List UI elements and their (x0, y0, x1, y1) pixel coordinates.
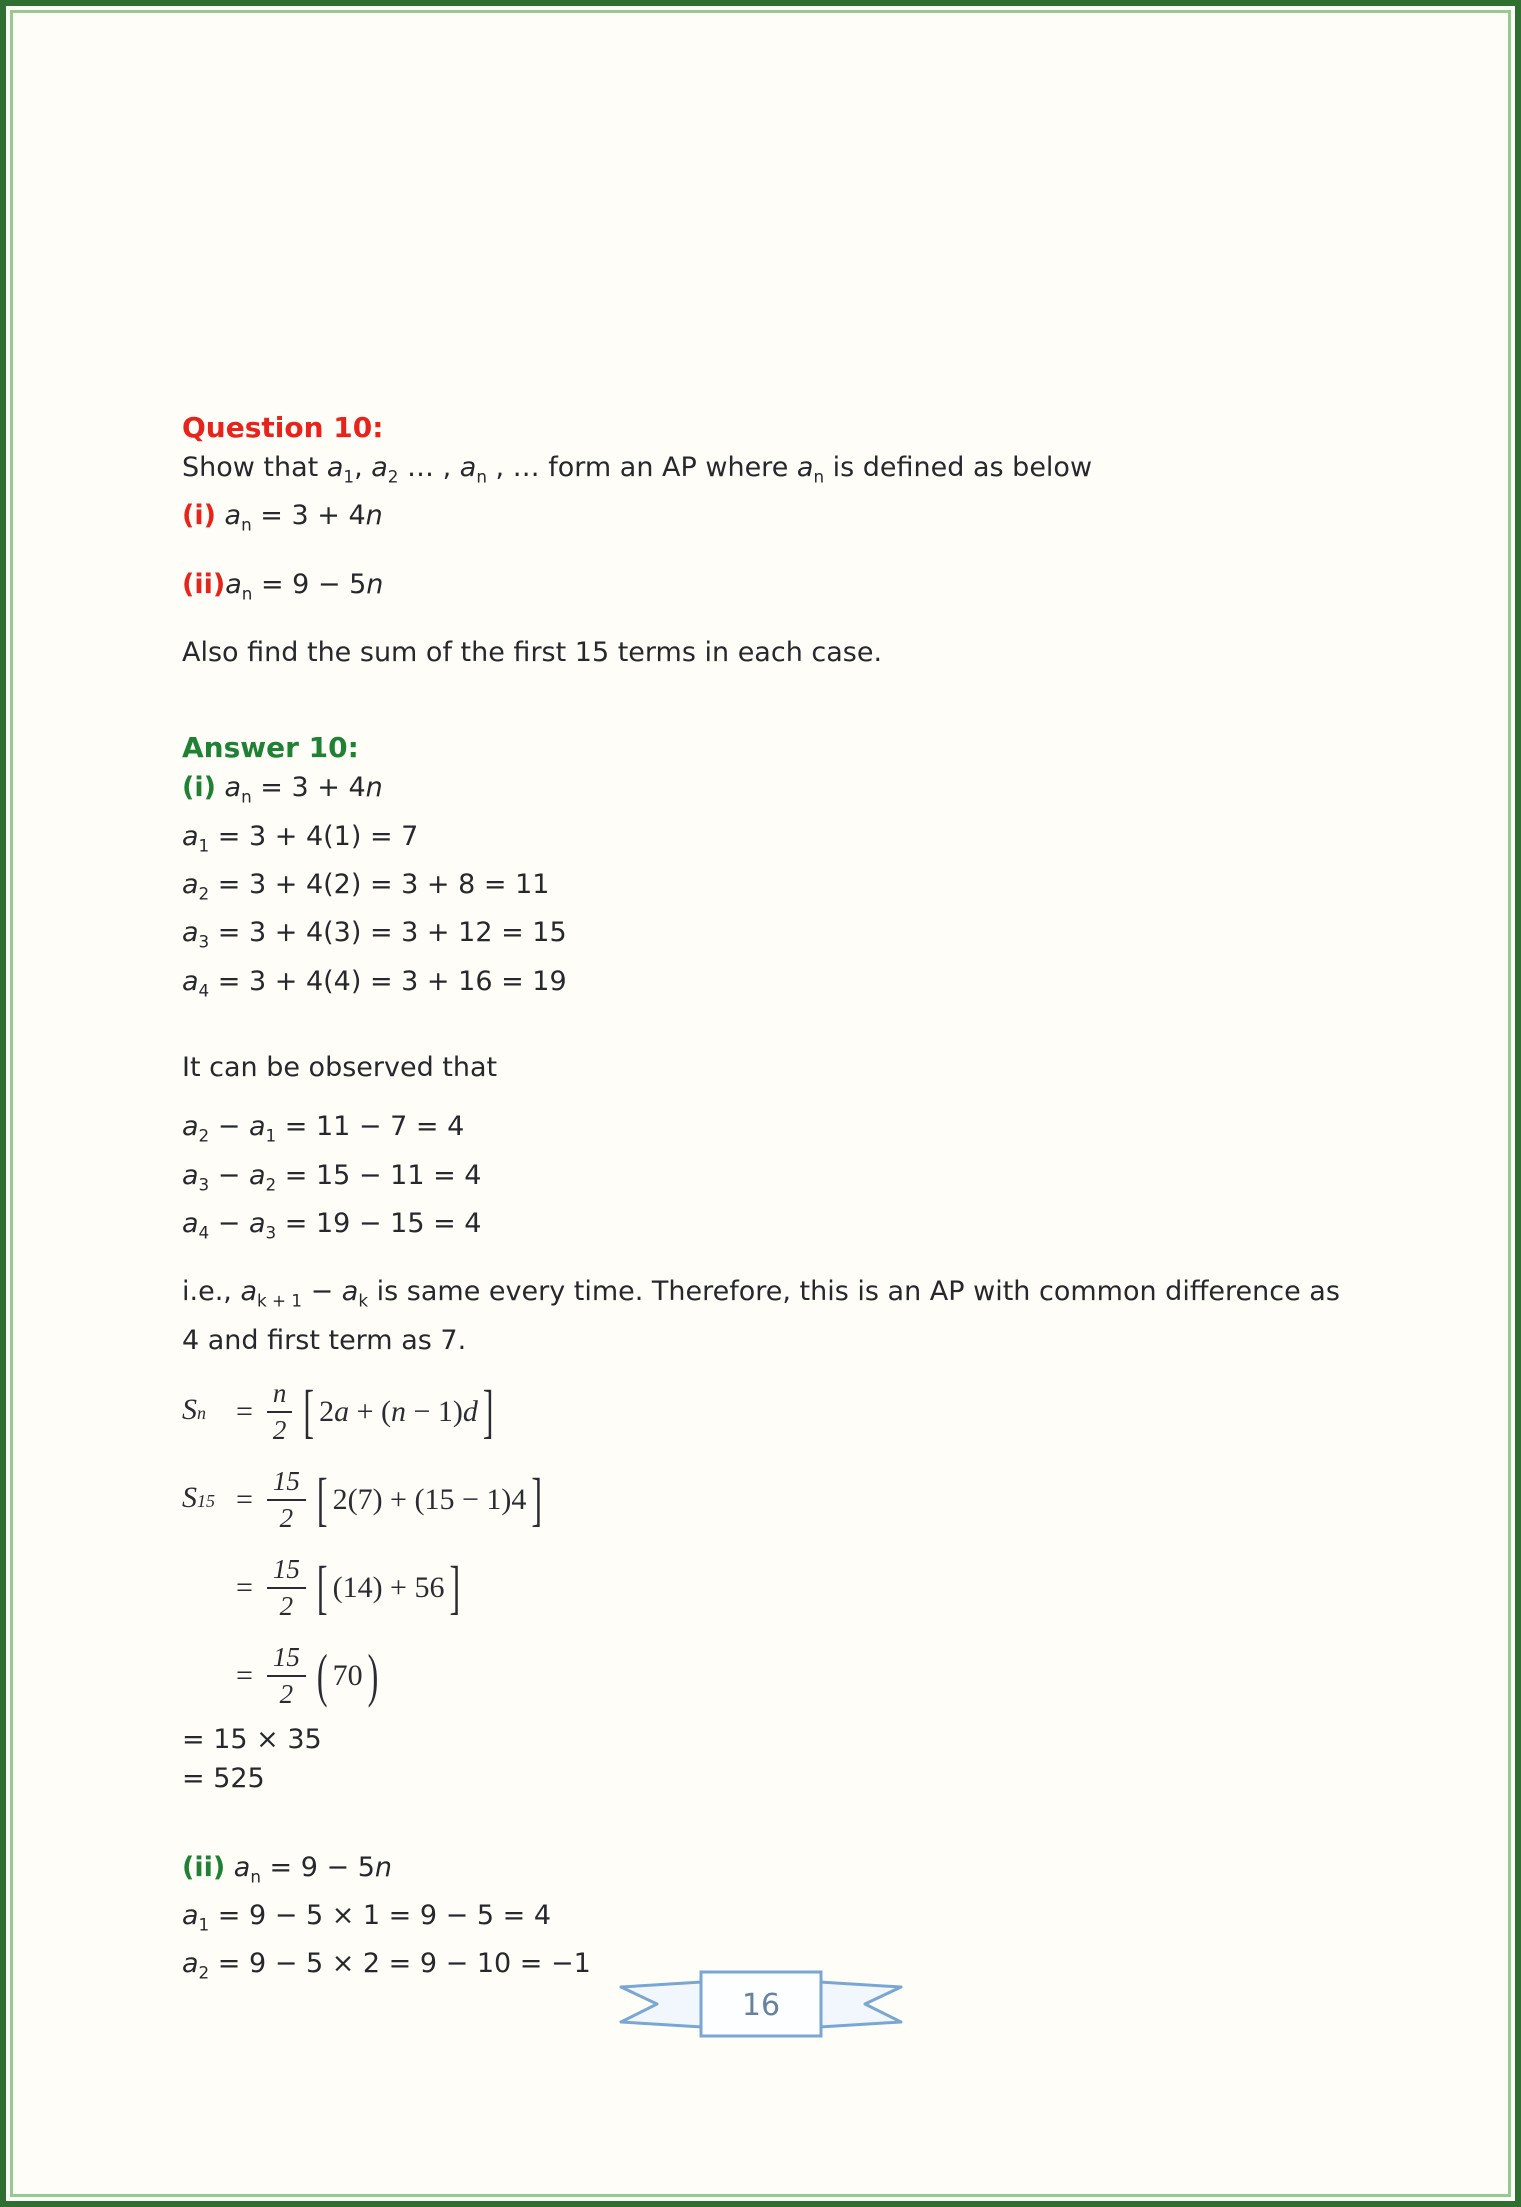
fraction (267, 1466, 306, 1532)
formula-body: (14) + 56 (332, 1571, 445, 1605)
term-line: $a_1 = 9 - 5 \times 1 = 9 - 5 = 4$ (182, 1900, 552, 1935)
sum-formula-step-3 (182, 1544, 1362, 1632)
denominator: 2 (272, 1414, 287, 1445)
denominator: 2 (279, 1590, 294, 1621)
open-bracket: ( (316, 1641, 328, 1709)
denominator: 2 (279, 1678, 294, 1709)
close-bracket: ] (531, 1465, 543, 1533)
formula-body: 70 (332, 1659, 363, 1693)
equals-sign: = (236, 1659, 253, 1693)
formula-lhs: S n (182, 1393, 206, 1427)
answer-part-ii-def-body: $a_n = 9 - 5n$ (233, 1851, 393, 1887)
question-item-ii-body: $a_n = 9 - 5n$ (225, 568, 384, 604)
numerator: 15 (267, 1554, 306, 1588)
term-line: $a_2 = 3 + 4(2) = 3 + 8 = 11$ (182, 868, 550, 904)
term-line: $a_1 = 3 + 4(1) = 7$ (182, 820, 419, 855)
sum-formula-step-4 (182, 1632, 1362, 1720)
question-heading: Question 10: (182, 411, 384, 444)
fraction (267, 1642, 306, 1708)
ribbon-graphic (611, 1961, 911, 2047)
equals-sign: = (236, 1571, 253, 1605)
observation-intro: It can be observed that (182, 1052, 498, 1084)
numerator: 15 (267, 1642, 306, 1676)
result-line: = 15 × 35 (182, 1723, 322, 1755)
difference-line: $a_4 - a_3 = 19 - 15 = 4$ (182, 1207, 482, 1243)
formula-lhs: S 15 (182, 1481, 215, 1515)
answer-part-ii-label: (ii) (182, 1851, 226, 1883)
page-number-ribbon (611, 1961, 911, 2051)
term-line: $a_2 = 9 - 5 \times 2 = 9 - 10 = -1$ (182, 1948, 591, 1983)
question-item-i-label: (i) (182, 500, 216, 532)
answer-heading: Answer 10: (182, 731, 359, 765)
result-line: = 525 (182, 1762, 265, 1794)
answer-part-i-def (182, 768, 1362, 816)
question-item-ii (182, 565, 1362, 613)
close-bracket: ] (482, 1377, 494, 1445)
sum-formula-step-2 (182, 1456, 1362, 1544)
sum-formula-step-1 (182, 1368, 1362, 1456)
term-line: $a_3 = 3 + 4(3) = 3 + 12 = 15$ (182, 917, 567, 952)
open-bracket: [ (316, 1465, 328, 1533)
question-outro: Also find the sum of the first 15 terms in each case. (182, 637, 883, 669)
open-bracket: [ (303, 1377, 315, 1445)
formula-body: 2(7) + (15 − 1)4 (332, 1483, 527, 1517)
difference-line: $a_2 - a_1 = 11 - 7 = 4$ (182, 1111, 465, 1146)
page-number: 16 (741, 1988, 780, 2023)
conclusion: i.e., $a_{k + 1} - a_k$ is same every time. Therefore, this is an AP with common difference as 4 and first term as 7. (182, 1276, 1340, 1356)
answer-part-i-def-body: $a_n = 3 + 4n$ (224, 772, 383, 807)
denominator: 2 (279, 1502, 294, 1533)
open-bracket: [ (316, 1553, 328, 1621)
formula-body: 2a + (n − 1)d (319, 1395, 478, 1429)
fraction (267, 1554, 306, 1620)
fraction (267, 1378, 293, 1444)
answer-part-ii-def (182, 1848, 1362, 1896)
close-bracket: ) (367, 1641, 379, 1709)
question-item-i (182, 496, 1362, 544)
answer-part-i-label: (i) (182, 772, 216, 804)
question-intro: Show that $a_1$, $a_2$ … , $a_n$ , … form an AP where $a_n$ is defined as below (182, 452, 1093, 487)
question-item-i-body: $a_n = 3 + 4n$ (224, 500, 383, 535)
question-item-ii-label: (ii) (182, 568, 226, 600)
equals-sign: = (236, 1395, 253, 1429)
difference-line: $a_3 - a_2 = 15 - 11 = 4$ (182, 1159, 482, 1194)
numerator: n (267, 1378, 293, 1412)
term-line: $a_4 = 3 + 4(4) = 3 + 16 = 19$ (182, 965, 567, 1001)
close-bracket: ] (449, 1553, 461, 1621)
sum-formula-block (182, 1368, 1362, 1720)
numerator: 15 (267, 1466, 306, 1500)
page-content (182, 408, 1362, 1993)
equals-sign: = (236, 1483, 253, 1517)
